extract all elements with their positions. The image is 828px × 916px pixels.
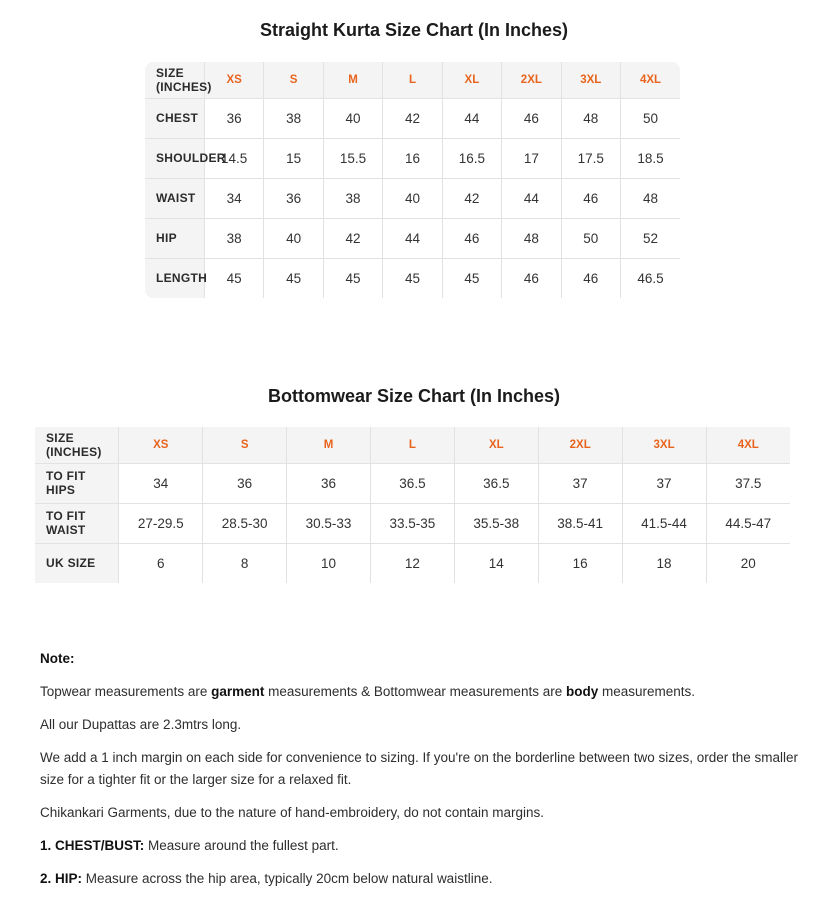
table-cell: 8 bbox=[203, 543, 287, 583]
bottomwear-chart-title: Bottomwear Size Chart (In Inches) bbox=[267, 386, 561, 406]
table-cell: 18.5 bbox=[621, 138, 681, 178]
note-dupatta-length: All our Dupattas are 2.3mtrs long. bbox=[40, 717, 242, 732]
table-cell: 16 bbox=[383, 138, 442, 178]
table-cell: 12 bbox=[371, 543, 455, 583]
table-cell: 52 bbox=[621, 218, 681, 258]
table-cell: 34 bbox=[119, 463, 203, 503]
table-cell: 17 bbox=[502, 138, 561, 178]
bottomwear-size-table bbox=[35, 427, 790, 583]
note-text: measurements. bbox=[598, 684, 696, 699]
table-row bbox=[35, 503, 790, 543]
table-cell: 20 bbox=[706, 543, 790, 583]
table-cell: 14.5 bbox=[204, 138, 263, 178]
row-label: WAIST bbox=[145, 178, 204, 218]
table-cell: 34 bbox=[204, 178, 263, 218]
table-cell: 6 bbox=[119, 543, 203, 583]
table-cell: 45 bbox=[204, 258, 263, 298]
table-cell: 48 bbox=[561, 98, 620, 138]
table-cell: 42 bbox=[442, 178, 501, 218]
table-cell: 48 bbox=[621, 178, 681, 218]
table-cell: 41.5-44 bbox=[622, 503, 706, 543]
header-cell: L bbox=[383, 62, 442, 98]
table-header-row bbox=[145, 62, 680, 98]
table-cell: 37 bbox=[538, 463, 622, 503]
table-cell: 36.5 bbox=[454, 463, 538, 503]
header-cell: XL bbox=[454, 427, 538, 463]
note-item-text: Measure around the fullest part. bbox=[144, 838, 339, 853]
notes-section bbox=[40, 648, 800, 901]
table-row bbox=[35, 463, 790, 503]
header-cell: XS bbox=[119, 427, 203, 463]
table-cell: 46.5 bbox=[621, 258, 681, 298]
header-cell: XS bbox=[204, 62, 263, 98]
row-label: HIP bbox=[145, 218, 204, 258]
header-cell: M bbox=[323, 62, 382, 98]
table-cell: 44 bbox=[502, 178, 561, 218]
table-cell: 50 bbox=[561, 218, 620, 258]
note-chikankari: Chikankari Garments, due to the nature of hand-embroidery, do not contain margins. bbox=[40, 805, 545, 820]
table-row bbox=[145, 138, 680, 178]
note-emphasis: body bbox=[565, 684, 599, 699]
table-cell: 38 bbox=[323, 178, 382, 218]
table-cell: 40 bbox=[264, 218, 323, 258]
table-cell: 45 bbox=[442, 258, 501, 298]
table-cell: 33.5-35 bbox=[371, 503, 455, 543]
kurta-chart-title: Straight Kurta Size Chart (In Inches) bbox=[259, 20, 569, 40]
table-cell: 28.5-30 bbox=[203, 503, 287, 543]
note-item-text: Measure across the hip area, typically 20cm below natural waistline. bbox=[82, 871, 493, 886]
header-cell: S bbox=[203, 427, 287, 463]
table-cell: 46 bbox=[561, 258, 620, 298]
note-text: Topwear measurements are bbox=[40, 684, 212, 699]
table-row bbox=[145, 258, 680, 298]
table-cell: 45 bbox=[383, 258, 442, 298]
table-cell: 37 bbox=[622, 463, 706, 503]
table-cell: 16.5 bbox=[442, 138, 501, 178]
table-cell: 14 bbox=[454, 543, 538, 583]
table-cell: 27-29.5 bbox=[119, 503, 203, 543]
table-cell: 36 bbox=[264, 178, 323, 218]
header-cell: 3XL bbox=[561, 62, 620, 98]
note-emphasis: garment bbox=[211, 684, 265, 699]
table-cell: 15 bbox=[264, 138, 323, 178]
table-cell: 36 bbox=[287, 463, 371, 503]
header-cell: SIZE (INCHES) bbox=[35, 427, 119, 463]
table-cell: 46 bbox=[561, 178, 620, 218]
table-cell: 15.5 bbox=[323, 138, 382, 178]
table-cell: 36 bbox=[203, 463, 287, 503]
row-label: SHOULDER bbox=[145, 138, 204, 178]
note-hip bbox=[40, 868, 800, 890]
table-cell: 46 bbox=[502, 258, 561, 298]
table-cell: 38 bbox=[264, 98, 323, 138]
table-cell: 45 bbox=[323, 258, 382, 298]
header-cell: 2XL bbox=[502, 62, 561, 98]
table-cell: 30.5-33 bbox=[287, 503, 371, 543]
header-cell: L bbox=[371, 427, 455, 463]
table-cell: 44 bbox=[383, 218, 442, 258]
table-row bbox=[35, 543, 790, 583]
table-cell: 36.5 bbox=[371, 463, 455, 503]
table-cell: 17.5 bbox=[561, 138, 620, 178]
row-label: CHEST bbox=[145, 98, 204, 138]
table-cell: 38.5-41 bbox=[538, 503, 622, 543]
header-cell: 4XL bbox=[621, 62, 681, 98]
notes-heading: Note: bbox=[40, 651, 75, 666]
table-cell: 46 bbox=[442, 218, 501, 258]
table-cell: 46 bbox=[502, 98, 561, 138]
row-label: TO FIT WAIST bbox=[35, 503, 119, 543]
kurta-size-table bbox=[145, 62, 680, 298]
table-row bbox=[145, 98, 680, 138]
note-margin: We add a 1 inch margin on each side for convenience to sizing. If you're on the borderline between two sizes, order the smaller size for a tighter fit or the larger size for a relaxed fit. bbox=[40, 750, 798, 787]
table-cell: 35.5-38 bbox=[454, 503, 538, 543]
table-cell: 44.5-47 bbox=[706, 503, 790, 543]
table-cell: 45 bbox=[264, 258, 323, 298]
row-label: UK SIZE bbox=[35, 543, 119, 583]
table-cell: 38 bbox=[204, 218, 263, 258]
table-cell: 16 bbox=[538, 543, 622, 583]
note-measurement-type bbox=[40, 681, 800, 703]
header-cell: SIZE (INCHES) bbox=[145, 62, 204, 98]
header-cell: XL bbox=[442, 62, 501, 98]
row-label: TO FIT HIPS bbox=[35, 463, 119, 503]
table-cell: 40 bbox=[323, 98, 382, 138]
note-text: measurements & Bottomwear measurements are bbox=[264, 684, 566, 699]
row-label: LENGTH bbox=[145, 258, 204, 298]
header-cell: 2XL bbox=[538, 427, 622, 463]
header-cell: 4XL bbox=[706, 427, 790, 463]
table-cell: 42 bbox=[383, 98, 442, 138]
note-chest-bust bbox=[40, 835, 800, 857]
table-row bbox=[145, 218, 680, 258]
header-cell: M bbox=[287, 427, 371, 463]
header-cell: 3XL bbox=[622, 427, 706, 463]
note-item-label: 1. CHEST/BUST: bbox=[40, 838, 145, 853]
table-cell: 10 bbox=[287, 543, 371, 583]
table-header-row bbox=[35, 427, 790, 463]
table-cell: 18 bbox=[622, 543, 706, 583]
table-cell: 44 bbox=[442, 98, 501, 138]
table-row bbox=[145, 178, 680, 218]
note-item-label: 2. HIP: bbox=[40, 871, 83, 886]
header-cell: S bbox=[264, 62, 323, 98]
table-cell: 50 bbox=[621, 98, 681, 138]
table-cell: 36 bbox=[204, 98, 263, 138]
table-cell: 42 bbox=[323, 218, 382, 258]
table-cell: 40 bbox=[383, 178, 442, 218]
table-cell: 37.5 bbox=[706, 463, 790, 503]
table-cell: 48 bbox=[502, 218, 561, 258]
